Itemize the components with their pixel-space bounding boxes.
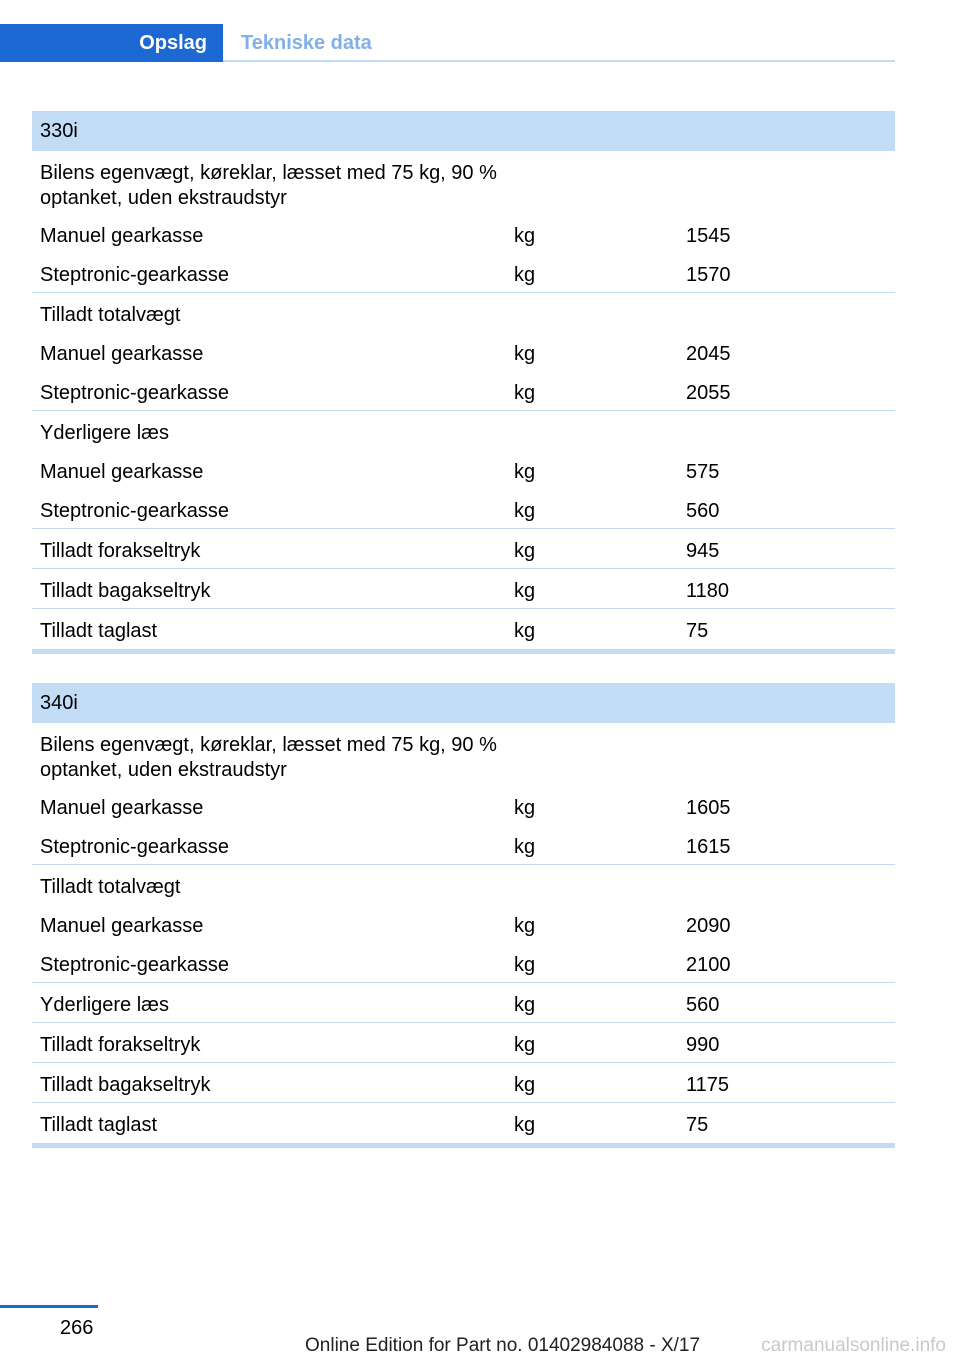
row-label: Yderligere læs bbox=[40, 994, 169, 1016]
table-end-bar bbox=[32, 649, 895, 654]
table-row bbox=[32, 786, 895, 825]
table-row bbox=[32, 411, 895, 450]
row-value: 990 bbox=[686, 1034, 720, 1056]
row-value: 2090 bbox=[686, 915, 731, 937]
row-label: Manuel gearkasse bbox=[40, 797, 204, 819]
tab-tekniske-data-label: Tekniske data bbox=[241, 31, 372, 54]
row-label: Tilladt forakseltryk bbox=[40, 1034, 201, 1056]
table-row bbox=[32, 569, 895, 609]
table-row bbox=[32, 983, 895, 1023]
row-label: Manuel gearkasse bbox=[40, 461, 204, 483]
row-value: 1605 bbox=[686, 797, 731, 819]
row-unit: kg bbox=[514, 461, 536, 483]
row-value: 945 bbox=[686, 540, 720, 562]
row-unit: kg bbox=[514, 382, 536, 404]
table-title: 330i bbox=[32, 111, 895, 151]
page-number-rule bbox=[0, 1305, 98, 1308]
table-row bbox=[32, 529, 895, 569]
spec-table-330i bbox=[32, 111, 895, 654]
row-unit: kg bbox=[514, 797, 536, 819]
table-row bbox=[32, 450, 895, 489]
row-label: Tilladt bagakseltryk bbox=[40, 580, 211, 602]
row-unit: kg bbox=[514, 836, 536, 858]
row-value: 2045 bbox=[686, 343, 731, 365]
spec-table-340i bbox=[32, 683, 895, 1148]
table-row bbox=[32, 865, 895, 904]
tab-tekniske-data[interactable] bbox=[241, 24, 372, 62]
tab-opslag-label: Opslag bbox=[139, 31, 207, 54]
table-row bbox=[32, 1023, 895, 1063]
table-row bbox=[32, 723, 895, 786]
table-row bbox=[32, 293, 895, 332]
header-divider bbox=[223, 60, 895, 62]
table-row bbox=[32, 904, 895, 943]
table-row bbox=[32, 609, 895, 648]
row-label: Tilladt taglast bbox=[40, 620, 158, 642]
table-row bbox=[32, 253, 895, 293]
table-row bbox=[32, 1063, 895, 1103]
row-unit: kg bbox=[514, 1114, 536, 1136]
row-label: Manuel gearkasse bbox=[40, 343, 204, 365]
table-row bbox=[32, 489, 895, 529]
row-unit: kg bbox=[514, 264, 536, 286]
row-value: 1545 bbox=[686, 225, 731, 247]
row-label: Tilladt taglast bbox=[40, 1114, 158, 1136]
row-value: 2100 bbox=[686, 954, 731, 976]
page-number: 266 bbox=[60, 1317, 94, 1339]
row-label: Bilens egenvægt, køreklar, læsset med 75 kg, 90 % optanket, uden ekstraudstyr bbox=[40, 162, 497, 209]
row-value: 560 bbox=[686, 994, 720, 1016]
table-row bbox=[32, 943, 895, 983]
row-value: 2055 bbox=[686, 382, 731, 404]
row-label: Steptronic-gearkasse bbox=[40, 954, 229, 976]
row-label: Tilladt totalvægt bbox=[40, 876, 181, 898]
row-unit: kg bbox=[514, 343, 536, 365]
row-unit: kg bbox=[514, 954, 536, 976]
row-value: 75 bbox=[686, 1114, 709, 1136]
row-label: Tilladt totalvægt bbox=[40, 304, 181, 326]
watermark-text: carmanualsonline.info bbox=[761, 1335, 946, 1356]
row-unit: kg bbox=[514, 500, 536, 522]
top-navigation bbox=[0, 24, 895, 62]
row-value: 1570 bbox=[686, 264, 731, 286]
table-end-bar bbox=[32, 1143, 895, 1148]
row-label: Tilladt bagakseltryk bbox=[40, 1074, 211, 1096]
table-row bbox=[32, 214, 895, 253]
row-label: Bilens egenvægt, køreklar, læsset med 75 kg, 90 % optanket, uden ekstraudstyr bbox=[40, 734, 497, 781]
table-row bbox=[32, 332, 895, 371]
row-unit: kg bbox=[514, 540, 536, 562]
row-label: Steptronic-gearkasse bbox=[40, 836, 229, 858]
row-unit: kg bbox=[514, 994, 536, 1016]
table-row bbox=[32, 1103, 895, 1142]
row-label: Steptronic-gearkasse bbox=[40, 500, 229, 522]
row-unit: kg bbox=[514, 1074, 536, 1096]
row-value: 1180 bbox=[686, 580, 730, 602]
table-row bbox=[32, 151, 895, 214]
row-label: Yderligere læs bbox=[40, 422, 169, 444]
row-unit: kg bbox=[514, 580, 536, 602]
row-label: Steptronic-gearkasse bbox=[40, 264, 229, 286]
row-value: 1175 bbox=[686, 1074, 730, 1096]
row-value: 75 bbox=[686, 620, 709, 642]
row-label: Steptronic-gearkasse bbox=[40, 382, 229, 404]
row-label: Manuel gearkasse bbox=[40, 915, 204, 937]
edition-text: Online Edition for Part no. 01402984088 - X/17 bbox=[305, 1335, 701, 1356]
row-unit: kg bbox=[514, 915, 536, 937]
table-title: 340i bbox=[32, 683, 895, 723]
row-value: 1615 bbox=[686, 836, 731, 858]
row-value: 560 bbox=[686, 500, 720, 522]
table-row bbox=[32, 825, 895, 865]
row-label: Manuel gearkasse bbox=[40, 225, 204, 247]
tab-opslag[interactable] bbox=[0, 24, 223, 62]
row-unit: kg bbox=[514, 225, 536, 247]
row-label: Tilladt forakseltryk bbox=[40, 540, 201, 562]
row-value: 575 bbox=[686, 461, 720, 483]
table-row bbox=[32, 371, 895, 411]
row-unit: kg bbox=[514, 1034, 536, 1056]
row-unit: kg bbox=[514, 620, 536, 642]
